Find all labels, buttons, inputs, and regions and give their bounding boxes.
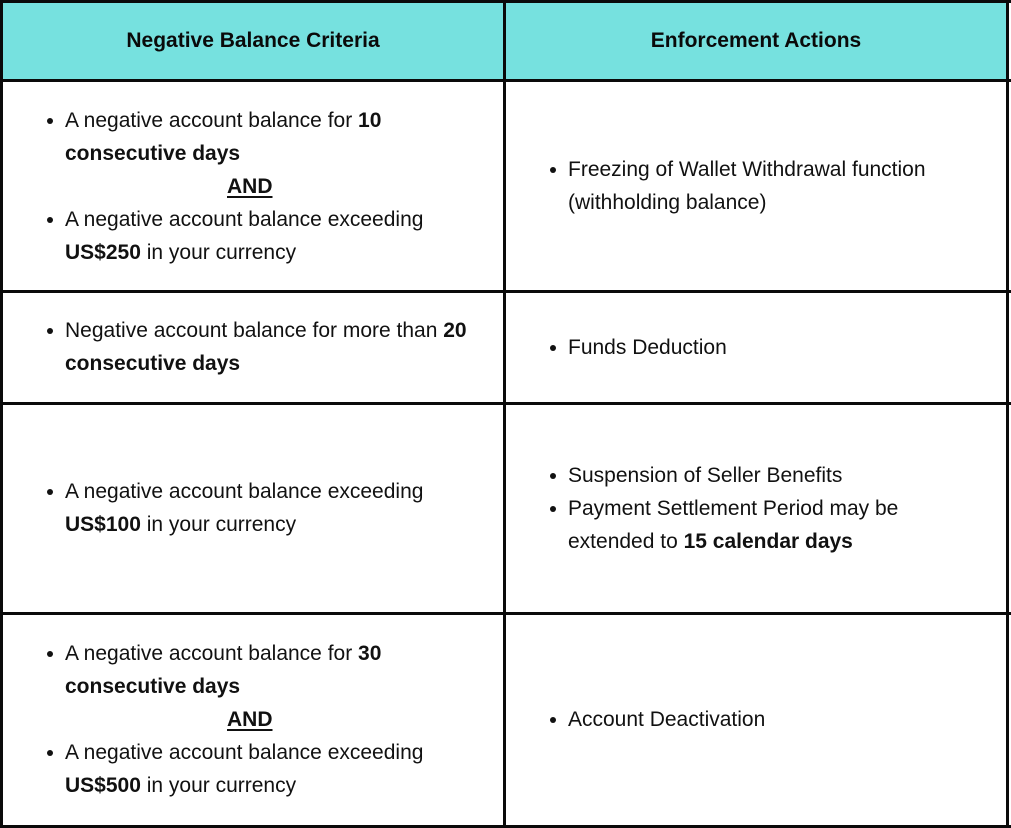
column-header-criteria bbox=[3, 3, 503, 79]
bullet-icon bbox=[550, 717, 556, 723]
bullet-icon bbox=[47, 118, 53, 124]
bullet-icon bbox=[47, 651, 53, 657]
bullet-icon bbox=[550, 473, 556, 479]
bullet-icon bbox=[47, 217, 53, 223]
table-row-2-criteria bbox=[40, 296, 500, 398]
bullet-icon bbox=[47, 750, 53, 756]
table-row-1-actions bbox=[543, 87, 983, 285]
table-row-4-actions bbox=[543, 620, 983, 818]
and-connector-row bbox=[40, 703, 500, 736]
bullet-icon bbox=[550, 506, 556, 512]
bullet-icon bbox=[550, 167, 556, 173]
list-item: Account Deactivation bbox=[543, 703, 983, 736]
table-row-4-criteria bbox=[40, 620, 500, 818]
list-item: Negative account balance for more than 20 consecutive days bbox=[40, 314, 500, 380]
list-item: Freezing of Wallet Withdrawal function (withholding balance) bbox=[543, 153, 983, 219]
bullet-icon bbox=[47, 489, 53, 495]
table-row-2-actions bbox=[543, 296, 983, 398]
list-item: A negative account balance exceeding US$500 in your currency bbox=[40, 736, 500, 802]
list-item: Funds Deduction bbox=[543, 331, 983, 364]
and-connector: AND bbox=[227, 707, 273, 731]
list-item: A negative account balance exceeding US$250 in your currency bbox=[40, 203, 500, 269]
column-header-actions-label: Enforcement Actions bbox=[650, 29, 862, 52]
bullet-icon bbox=[550, 345, 556, 351]
list-item: A negative account balance exceeding US$100 in your currency bbox=[40, 475, 500, 541]
list-item: Suspension of Seller Benefits bbox=[543, 459, 983, 492]
list-item: Payment Settlement Period may be extended to 15 calendar days bbox=[543, 492, 983, 558]
table-border bbox=[503, 0, 506, 828]
and-connector: AND bbox=[227, 174, 273, 198]
list-item: A negative account balance for 30 consecutive days bbox=[40, 637, 500, 703]
table-row-3-actions bbox=[543, 408, 983, 608]
bullet-icon bbox=[47, 328, 53, 334]
table-row-1-criteria bbox=[40, 87, 500, 285]
column-header-criteria-label: Negative Balance Criteria bbox=[126, 29, 380, 52]
and-connector-row bbox=[40, 170, 500, 203]
table-border bbox=[0, 0, 3, 828]
table-border bbox=[1006, 0, 1009, 828]
table-row-3-criteria bbox=[40, 408, 500, 608]
column-header-actions bbox=[506, 3, 1006, 79]
list-item: A negative account balance for 10 consecutive days bbox=[40, 104, 500, 170]
